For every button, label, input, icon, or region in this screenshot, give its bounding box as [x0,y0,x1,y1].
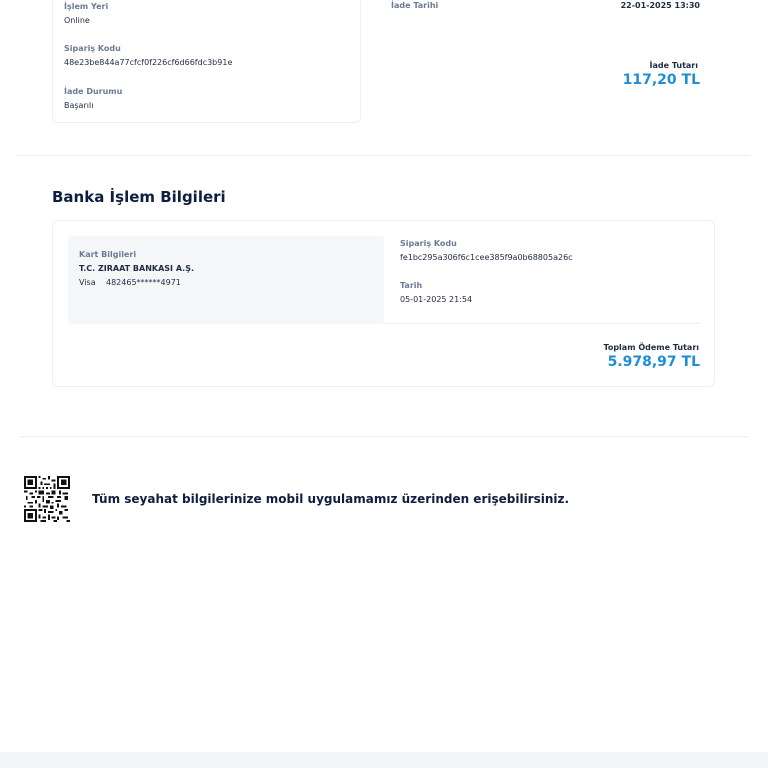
section-divider-2 [20,436,748,437]
card-info-label: Kart Bilgileri [79,250,137,259]
bottom-bar [0,752,768,768]
location-value: Online [64,16,90,25]
card-number: 482465******4971 [106,278,181,287]
bank-order-code-label: Sipariş Kodu [400,239,457,248]
qr-code-icon [24,476,70,522]
card-type: Visa [79,278,96,287]
mobile-app-message: Tüm seyahat bilgilerinize mobil uygulamamız üzerinden erişebilirsiniz. [92,492,570,506]
refund-date-value: 22-01-2025 13:30 [620,1,700,10]
order-info-box [384,236,700,324]
bank-date-value: 05-01-2025 21:54 [400,295,473,304]
refund-status-value: Başarılı [64,101,94,110]
bank-date-label: Tarih [400,281,423,290]
total-payment-label: Toplam Ödeme Tutarı [603,343,699,352]
location-label: İşlem Yeri [64,2,109,11]
section-divider [17,155,750,156]
refund-order-code-label: Sipariş Kodu [64,44,121,53]
refund-order-code-value: 48e23be844a77cfcf0f226cf6d66fdc3b91e [64,58,233,67]
refund-status-label: İade Durumu [64,87,123,96]
bank-name: T.C. ZIRAAT BANKASI A.Ş. [79,264,194,273]
total-payment-value: 5.978,97 TL [607,354,700,370]
bank-section-title: Banka İşlem Bilgileri [52,188,226,206]
refund-amount-label: İade Tutarı [649,61,698,70]
refund-date-label: İade Tarihi [391,1,439,10]
refund-amount-value: 117,20 TL [622,72,700,88]
bank-order-code-value: fe1bc295a306f6c1cee385f9a0b68805a26c [400,253,573,262]
